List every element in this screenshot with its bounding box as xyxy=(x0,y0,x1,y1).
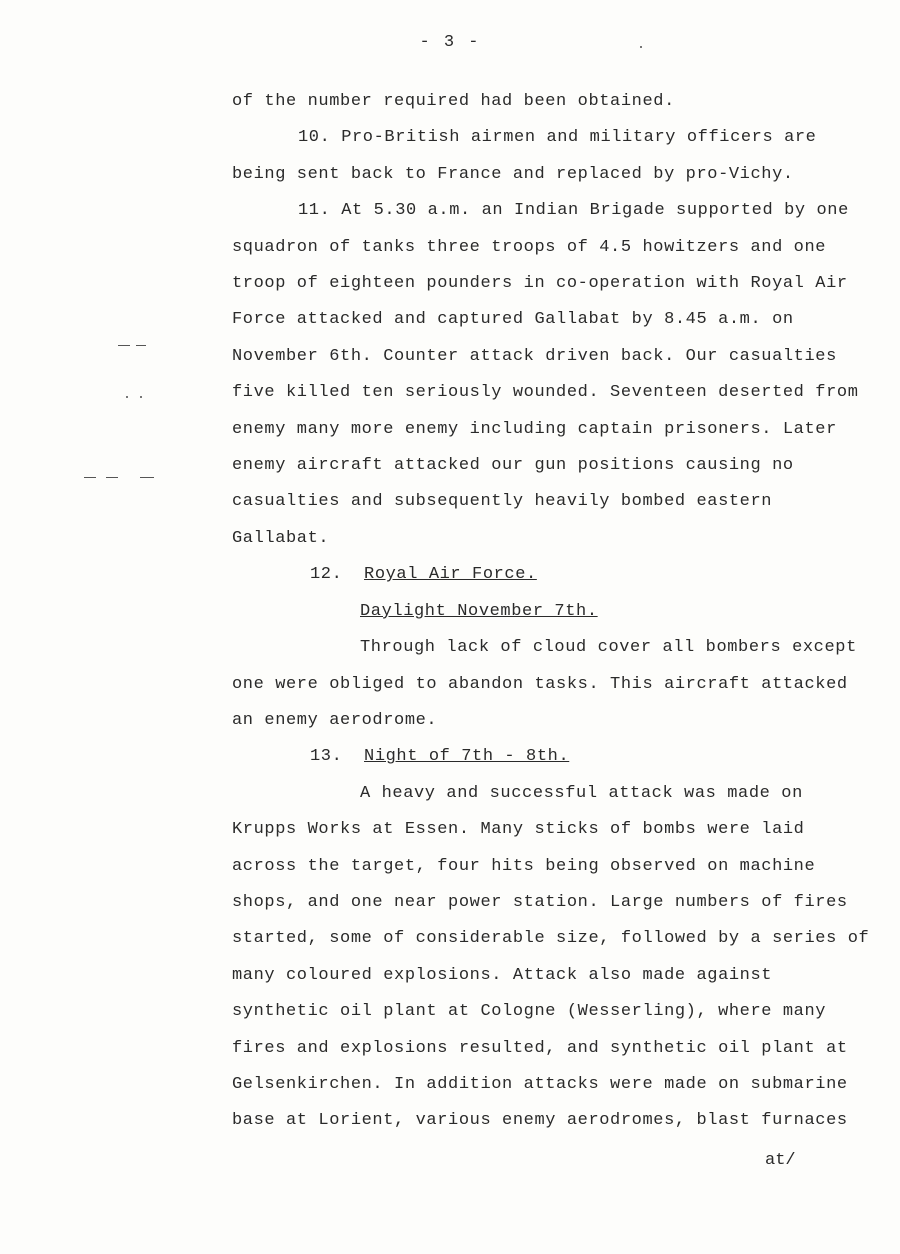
catchword: at/ xyxy=(765,1151,796,1170)
heading-13-title: Night of 7th - 8th. xyxy=(364,747,570,767)
scan-artifact xyxy=(140,477,154,478)
subheading-daylight xyxy=(232,594,872,630)
heading-13 xyxy=(232,739,872,775)
heading-13-number: 13. xyxy=(310,747,343,767)
scan-artifact xyxy=(84,477,96,478)
paragraph-daylight: Through lack of cloud cover all bombers except one were obliged to abandon tasks. This aircraft attacked an enemy aerodrome. xyxy=(232,638,857,730)
heading-12-title: Royal Air Force. xyxy=(364,565,537,585)
scan-artifact xyxy=(136,345,146,346)
scan-artifact xyxy=(140,396,142,398)
heading-12 xyxy=(232,557,872,593)
scan-artifact xyxy=(118,345,130,346)
scan-artifact xyxy=(106,477,118,478)
paragraph-11: 11. At 5.30 a.m. an Indian Brigade supported by one squadron of tanks three troops of 4.5 howitzers and one troop of eighteen pounders in co-operation with Royal Air Force attacked and captured Gallabat by 8.45 a.m. on November 6th. Counter attack driven back. Our casualties five killed ten seriously wounded. Seventeen deserted from enemy many more enemy including captain prisoners. Later enemy aircraft attacked our gun positions causing no casualties and subsequently heavily bombed eastern Gallabat. xyxy=(232,201,859,548)
paragraph-night: A heavy and successful attack was made on Krupps Works at Essen. Many sticks of bombs were laid across the target, four hits being observed on machine shops, and one near power station. Large numbers of fires started, some of considerable size, followed by a series of many coloured explosions. Attack also made against synthetic oil plant at Cologne (Wesserling), where many fires and explosions resulted, and synthetic oil plant at Gelsenkirchen. In addition attacks were made on submarine base at Lorient, various enemy aerodromes, blast furnaces xyxy=(232,783,870,1131)
scan-artifact xyxy=(640,46,642,48)
document-body xyxy=(232,84,872,1140)
scan-artifact xyxy=(126,396,128,398)
paragraph-continuation: of the number required had been obtained. xyxy=(232,92,675,111)
subheading-daylight-text: Daylight November 7th. xyxy=(360,601,598,621)
page-number: - 3 - xyxy=(419,33,481,52)
paragraph-10: 10. Pro-British airmen and military officers are being sent back to France and replaced by pro-Vichy. xyxy=(232,128,817,184)
heading-12-number: 12. xyxy=(310,565,343,585)
